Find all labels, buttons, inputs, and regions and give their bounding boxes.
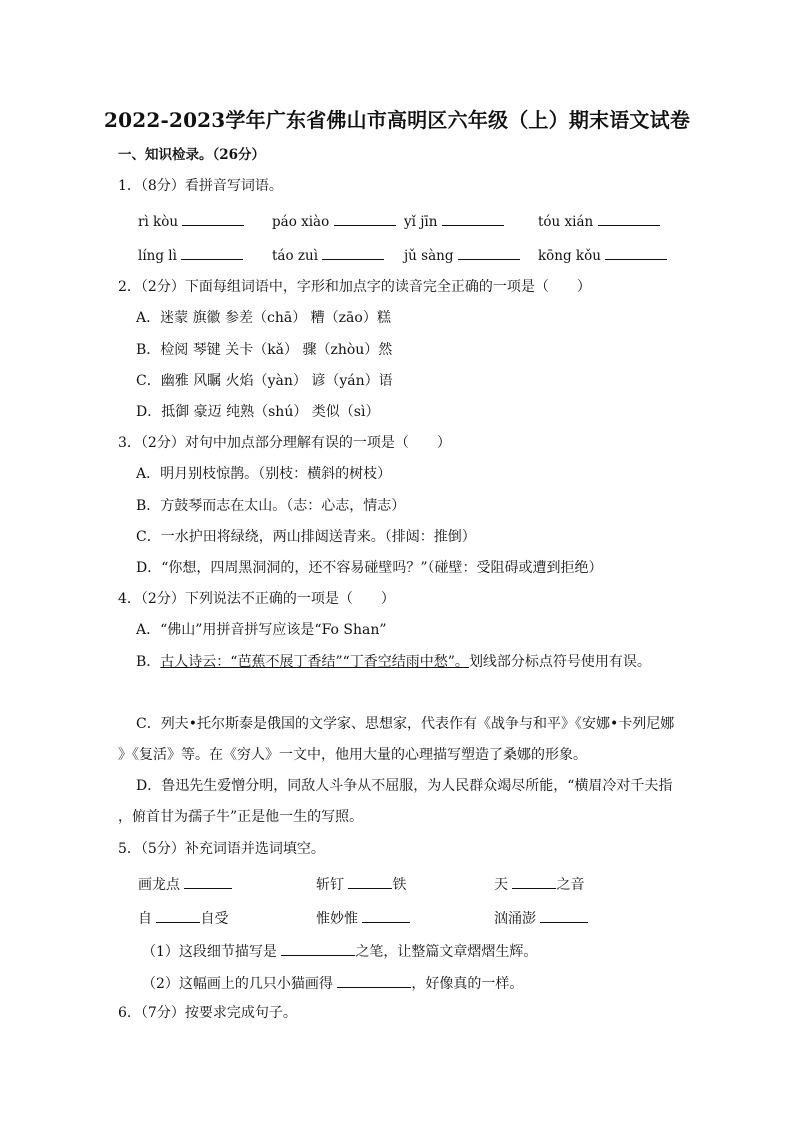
option-b-text: 划线部分标点符号使用有误。 xyxy=(468,654,651,670)
idiom-item: 汹涌澎 xyxy=(494,908,588,928)
question-5-stem: 5．（5分）补充词语并选词填空。 xyxy=(118,841,325,857)
answer-blank[interactable] xyxy=(512,874,556,889)
underlined-phrase: 古人诗云：“芭蕉不展丁香结”“丁香空结雨中愁”。 xyxy=(160,654,469,670)
pinyin-item: kōng kǒu xyxy=(538,245,667,265)
pinyin-item: líng lì xyxy=(138,245,243,265)
question-4-stem: 4．（2分）下列说法不正确的一项是（ ） xyxy=(118,591,395,607)
idiom-item: 斩钉 铁 xyxy=(316,874,406,894)
idiom-item: 画龙点 xyxy=(138,874,232,894)
pinyin-item: tóu xián xyxy=(538,211,660,231)
answer-blank[interactable] xyxy=(442,211,504,226)
option-d-line2: ，俯首甘为孺子牛”正是他一生的写照。 xyxy=(118,809,364,825)
answer-blank[interactable] xyxy=(348,874,392,889)
answer-blank[interactable] xyxy=(334,211,396,226)
answer-blank[interactable] xyxy=(598,211,660,226)
answer-blank[interactable] xyxy=(458,245,520,260)
answer-blank[interactable] xyxy=(605,245,667,260)
option-b-label: B． xyxy=(136,654,161,670)
pinyin-item: yǐ jīn xyxy=(404,211,504,231)
option-c-line2: 》《复活》等。在《穷人》一文中，他用大量的心理描写塑造了桑娜的形象。 xyxy=(118,747,587,763)
option-a: A．明月别枝惊鹊。（别枝：横斜的树枝） xyxy=(136,466,392,482)
section-heading: 一、知识检录。（26分） xyxy=(118,147,266,163)
answer-blank[interactable] xyxy=(156,908,200,923)
answer-blank[interactable] xyxy=(322,245,384,260)
option-c-line1: C．列夫•托尔斯泰是俄国的文学家、思想家，代表作有《战争与和平》《安娜•卡列尼娜 xyxy=(136,716,675,732)
option-d-line1: D．鲁迅先生爱憎分明，同敌人斗争从不屈服，为人民群众竭尽所能，“横眉冷对千夫指 xyxy=(136,778,673,794)
option-c: C．幽雅 风瞩 火焰（yàn） 谚（yán）语 xyxy=(136,373,393,389)
answer-blank[interactable] xyxy=(337,973,411,988)
answer-blank[interactable] xyxy=(182,211,244,226)
question-6-stem: 6．（7分）按要求完成句子。 xyxy=(118,1005,297,1021)
pinyin-item: táo zuì xyxy=(272,245,384,265)
option-a: A．“佛山”用拼音拼写应该是“Fo Shan” xyxy=(136,622,387,638)
pinyin-item: páo xiào xyxy=(272,211,396,231)
option-a: A．迷蒙 旗徽 参差（chā） 糟（zāo）糕 xyxy=(136,310,391,326)
option-b: B．检阅 琴键 关卡（kǎ） 骤（zhòu）然 xyxy=(136,342,393,358)
fill-sentence-1: （1）这段细节描写是 之笔，让整篇文章熠熠生辉。 xyxy=(142,941,537,961)
fill-sentence-2: （2）这幅画上的几只小猫画得 ，好像真的一样。 xyxy=(142,973,523,993)
answer-blank[interactable] xyxy=(181,245,243,260)
option-d: D．抵御 豪迈 纯熟（shú） 类似（sì） xyxy=(136,404,380,420)
answer-blank[interactable] xyxy=(184,874,232,889)
option-c: C．一水护田将绿绕，两山排闼送青来。（排闼：推倒） xyxy=(136,529,476,545)
question-1-stem: 1．（8分）看拼音写词语。 xyxy=(118,178,283,194)
pinyin-item: rì kòu xyxy=(138,211,244,231)
question-3-stem: 3．（2分）对句中加点部分理解有误的一项是（ ） xyxy=(118,435,451,451)
option-d: D．“你想，四周黑洞洞的，还不容易碰壁吗？”（碰壁：受阻碍或遭到拒绝） xyxy=(136,560,603,576)
option-b: B．方鼓琴而志在太山。（志：心志，情志） xyxy=(136,498,406,514)
page-title: 2022-2023学年广东省佛山市高明区六年级（上）期末语文试卷 xyxy=(103,108,691,132)
idiom-item: 惟妙惟 xyxy=(316,908,410,928)
question-2-stem: 2．（2分）下面每组词语中，字形和加点字的读音完全正确的一项是（ ） xyxy=(118,279,591,295)
idiom-item: 自 自受 xyxy=(138,908,228,928)
answer-blank[interactable] xyxy=(362,908,410,923)
idiom-item: 天 之音 xyxy=(494,874,584,894)
option-b xyxy=(136,653,651,671)
answer-blank[interactable] xyxy=(540,908,588,923)
answer-blank[interactable] xyxy=(281,941,355,956)
pinyin-item: jǔ sàng xyxy=(404,245,520,265)
